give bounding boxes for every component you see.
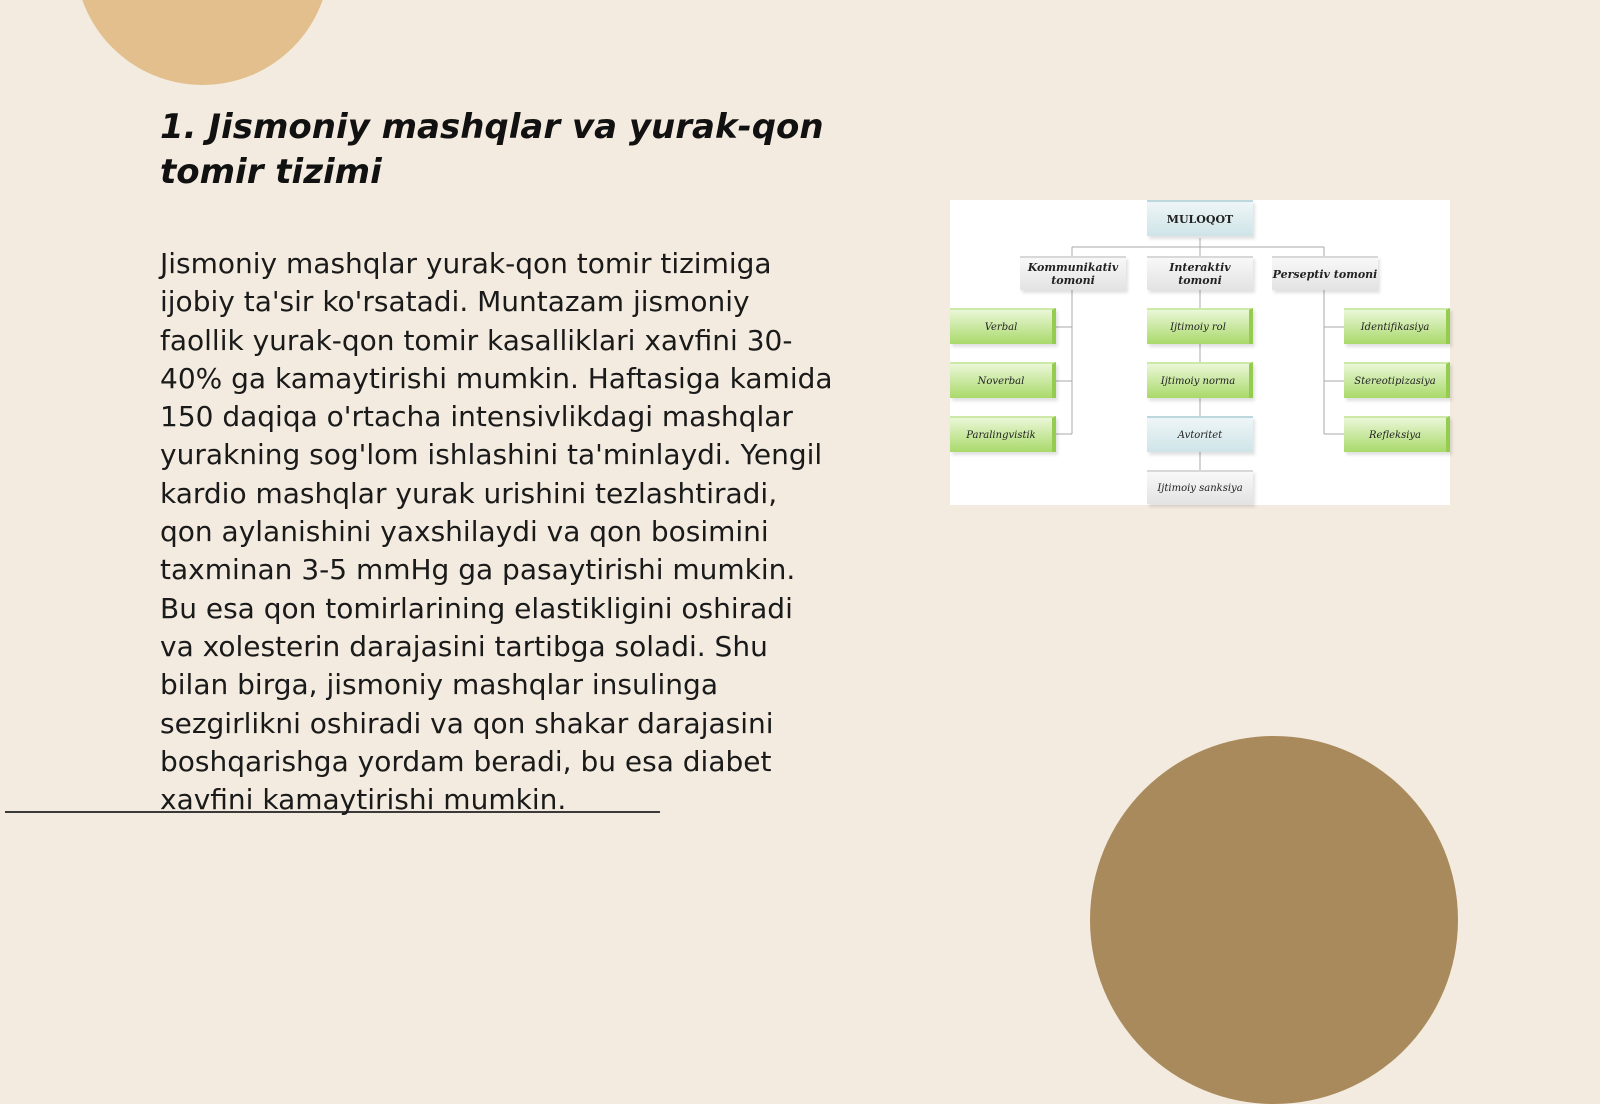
diagram-left-item: Noverbal bbox=[950, 362, 1056, 398]
diagram-branch-center: Interaktiv tomoni bbox=[1147, 256, 1253, 290]
slide-body-text: Jismoniy mashqlar yurak-qon tomir tizimiga ijobiy ta'sir ko'rsatadi. Muntazam jismoniy faollik yurak-qon tomir kasalliklari xavfini 30-40% ga kamaytirishi mumkin. Haftasiga kamida 150 daqiqa o'rtacha intensivlikdagi mashqlar yurakning sog'lom ishlashini ta'minlaydi. Yengil kardio mashqlar yurak urishini tezlashtiradi, qon aylanishini yaxshilaydi va qon bosimini taxminan 3-5 mmHg ga pasaytirishi mumkin. Bu esa qon tomirlarining elastikligini oshiradi va xolesterin darajasini tartibga soladi. Shu bilan birga, jismoniy mashqlar insulinga sezgirlikni oshiradi va qon shakar darajasini boshqarishga yordam beradi, bu esa diabet xavfini kamaytirishi mumkin. bbox=[160, 247, 833, 817]
decorative-circle-top bbox=[75, 0, 330, 85]
diagram-center-item: Avtoritet bbox=[1147, 416, 1253, 452]
diagram-left-item: Paralingvistik bbox=[950, 416, 1056, 452]
diagram-right-item: Refleksiya bbox=[1344, 416, 1450, 452]
diagram-right-item: Stereotipizasiya bbox=[1344, 362, 1450, 398]
communication-diagram bbox=[950, 200, 1450, 505]
diagram-branch-right: Perseptiv tomoni bbox=[1272, 256, 1378, 290]
diagram-center-item: Ijtimoiy rol bbox=[1147, 308, 1253, 344]
diagram-root-box: MULOQOT bbox=[1147, 200, 1253, 236]
slide-title: 1. Jismoniy mashqlar va yurak-qon tomir tizimi bbox=[160, 107, 824, 192]
decorative-circle-bottom bbox=[1090, 736, 1458, 1104]
diagram-branch-left: Kommunikativ tomoni bbox=[1020, 256, 1126, 290]
diagram-right-item: Identifikasiya bbox=[1344, 308, 1450, 344]
diagram-center-item: Ijtimoiy sanksiya bbox=[1147, 470, 1253, 504]
diagram-left-item: Verbal bbox=[950, 308, 1056, 344]
diagram-center-item: Ijtimoiy norma bbox=[1147, 362, 1253, 398]
diagram-connector-lines bbox=[950, 200, 1450, 505]
